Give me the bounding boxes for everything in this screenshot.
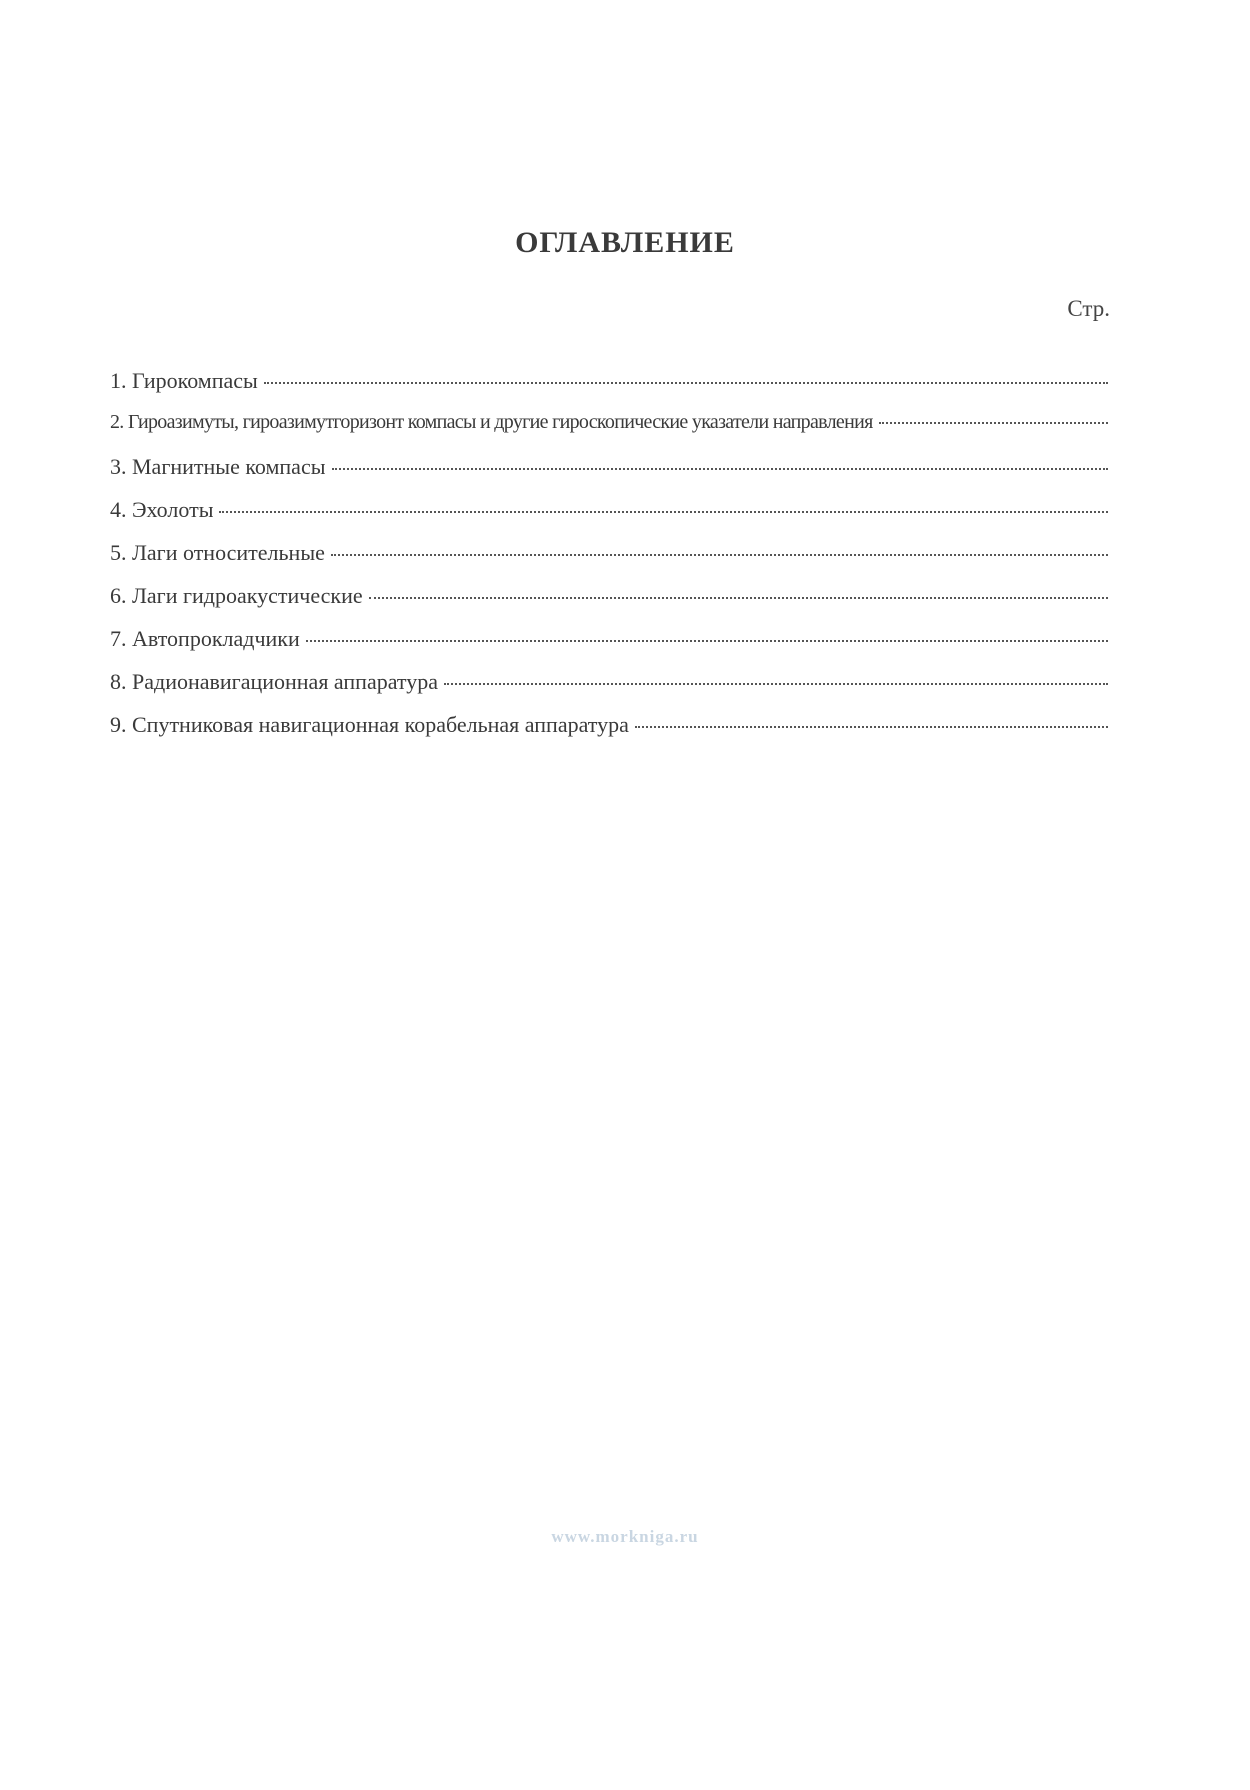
- toc-entry-label: 5. Лаги относительные: [110, 540, 325, 565]
- page-title: ОГЛАВЛЕНИЕ: [515, 226, 735, 259]
- toc-entry-3: [110, 454, 1108, 497]
- toc-entry-label: 3. Магнитные компасы: [110, 454, 326, 479]
- dot-leader: [332, 468, 1109, 470]
- toc-entry-label: 1. Гирокомпасы: [110, 368, 258, 393]
- toc-entry-label: 4. Эхолоты: [110, 497, 214, 522]
- toc-entry-2: [110, 411, 1108, 454]
- toc-entry-8: [110, 669, 1108, 712]
- dot-leader: [635, 726, 1108, 728]
- toc-entry-5: [110, 540, 1108, 583]
- dot-leader: [306, 640, 1108, 642]
- table-of-contents: [110, 368, 1108, 755]
- toc-entry-9: [110, 712, 1108, 755]
- watermark: www.morkniga.ru: [551, 1527, 699, 1546]
- page-number-column-label: Стр.: [1067, 296, 1110, 321]
- toc-entry-6: [110, 583, 1108, 626]
- toc-entry-label: 2. Гироазимуты, гироазимутгоризонт компасы и другие гироскопические указатели направления: [110, 411, 873, 433]
- dot-leader: [879, 422, 1108, 424]
- dot-leader: [369, 597, 1108, 599]
- toc-entry-1: [110, 368, 1108, 411]
- toc-entry-label: 6. Лаги гидроакустические: [110, 583, 363, 608]
- toc-entry-4: [110, 497, 1108, 540]
- toc-entry-7: [110, 626, 1108, 669]
- dot-leader: [444, 683, 1108, 685]
- dot-leader: [331, 554, 1108, 556]
- dot-leader: [219, 511, 1108, 513]
- toc-entry-label: 7. Автопрокладчики: [110, 626, 300, 651]
- toc-entry-label: 8. Радионавигационная аппаратура: [110, 669, 439, 694]
- toc-entry-label: 9. Спутниковая навигационная корабельная аппаратура: [110, 712, 629, 737]
- dot-leader: [264, 382, 1108, 384]
